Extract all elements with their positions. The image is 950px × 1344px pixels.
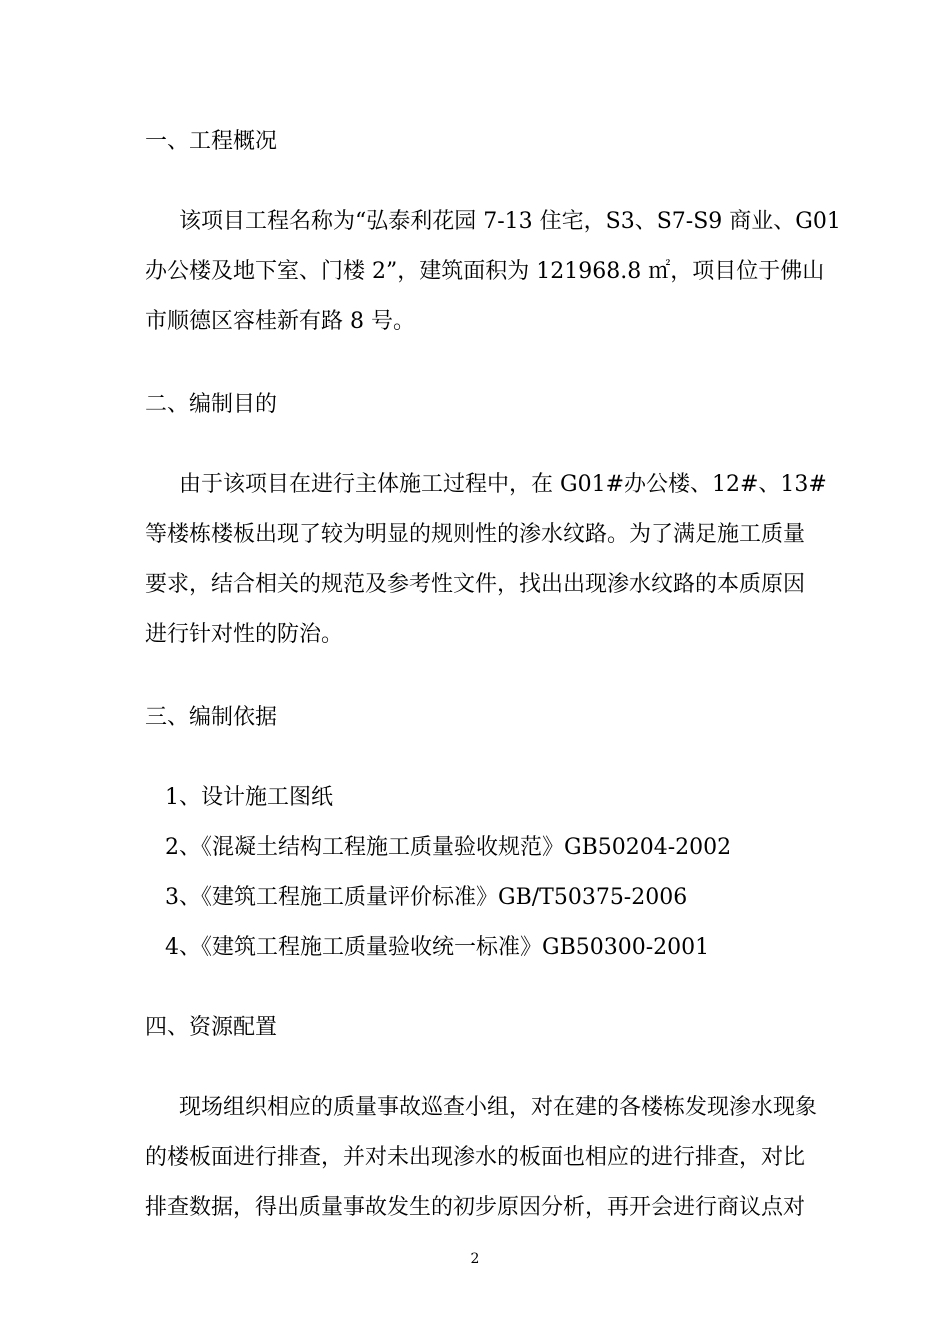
paragraph-purpose: [145, 460, 827, 660]
section-heading-basis: 三、编制依据: [145, 705, 278, 730]
basis-list-item: 4、《建筑工程施工质量验收统一标准》GB50300-2001: [165, 935, 710, 960]
paragraph-resources: [145, 1083, 818, 1233]
basis-list-item: 1、设计施工图纸: [165, 785, 333, 810]
paragraph-line: 该项目工程名称为“弘泰利花园 7-13 住宅，S3、S7-S9 商业、G01: [179, 209, 841, 234]
section-heading-resources: 四、资源配置: [145, 1015, 278, 1040]
paragraph-line: 市顺德区容桂新有路 8 号。: [145, 309, 415, 334]
paragraph-line: 由于该项目在进行主体施工过程中，在 G01#办公楼、12#、13#: [179, 472, 827, 497]
basis-list-item: 2、《混凝土结构工程施工质量验收规范》GB50204-2002: [165, 835, 732, 860]
paragraph-line: 进行针对性的防治。: [145, 622, 344, 647]
paragraph-line: 的楼板面进行排查，并对未出现渗水的板面也相应的进行排查，对比: [145, 1145, 806, 1170]
section-heading-overview: 一、工程概况: [145, 129, 278, 154]
paragraph-line: 要求，结合相关的规范及参考性文件，找出出现渗水纹路的本质原因: [145, 572, 806, 597]
paragraph-line: 办公楼及地下室、门楼 2”，建筑面积为 121968.8 ㎡，项目位于佛山: [145, 259, 825, 284]
section-heading-purpose: 二、编制目的: [145, 392, 278, 417]
paragraph-line: 等楼栋楼板出现了较为明显的规则性的渗水纹路。为了满足施工质量: [145, 522, 806, 547]
paragraph-overview: [145, 197, 841, 347]
basis-list-item: 3、《建筑工程施工质量评价标准》GB/T50375-2006: [165, 885, 688, 910]
paragraph-line: 现场组织相应的质量事故巡查小组，对在建的各楼栋发现渗水现象: [179, 1095, 818, 1120]
page-number: 2: [470, 1251, 480, 1267]
paragraph-line: 排查数据，得出质量事故发生的初步原因分析，再开会进行商议点对: [145, 1195, 806, 1220]
